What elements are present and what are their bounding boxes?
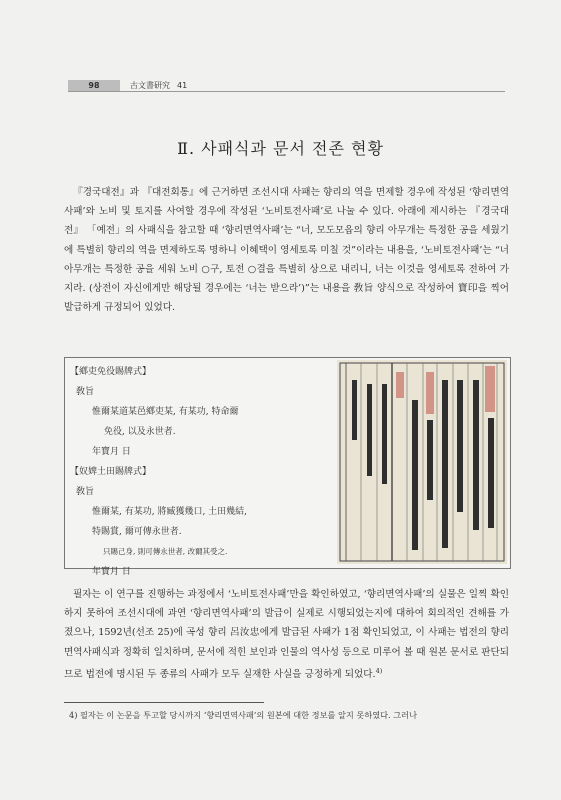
- journal-title: 古文書研究: [130, 81, 170, 90]
- paragraph-1: 『경국대전』과 『대전회통』에 근거하면 조선시대 사패는 향리의 역을 면제할 경우에 작성된 ‘향리면역사패’와 노비 및 토지를 사여할 경우에 작성된 ‘노비토전사패’로 나눌 수 있다. 아래에 제시하는 『경국대전』 「예전」의 사패식을 참고할 때 ‘향리면역사패’는 “너, 모도모읍의 향리 아무개는 특정한 공을 세웠기에 특별히 향리의 역을 면제하도록 명하니 이혜택이 영세토록 미칠 것”이라는 내용을, ‘노비토전사패’는 “너 아무개는 특정한 공을 세워 노비 ○구, 토전 ○결을 특별히 상으로 내리니, 너는 이것을 영세토록 전하여 가지라. (상전이 자신에게만 해당될 경우에는 ‘너는 받으라’)”는 내용을 敎旨 양식으로 작성하여 寶印을 찍어 발급하게 규정되어 있었다.: [64, 187, 509, 314]
- footnote-ref: 4): [375, 666, 383, 675]
- journal-volume: 41: [177, 81, 188, 90]
- paragraph-2: [64, 585, 509, 684]
- figure-line: 【鄕吏免役賜牌式】: [70, 367, 152, 377]
- figure-line: 免役, 以及永世者.: [104, 427, 176, 437]
- figure-line: 惟爾某道某邑鄕吏某, 有某功, 特命爾: [92, 407, 239, 417]
- figure-transcription: [70, 362, 342, 582]
- figure-line: 年寶月 日: [92, 567, 131, 577]
- section-title: Ⅱ. 사패식과 문서 전존 현황: [177, 139, 384, 158]
- figure-line: 只賜己身, 則可傳永世者, 改爾其受之.: [103, 547, 228, 556]
- footnote-rule: [64, 702, 264, 703]
- sapae-form-scan-image: [337, 360, 507, 564]
- footnote-4: 4) 필자는 이 논문을 투고할 당시까지 ‘향리면역사패’의 원본에 대한 정보를 알지 못하였다. 그러나: [69, 710, 417, 720]
- page-number: 98: [68, 80, 120, 91]
- figure-line: 敎旨: [76, 387, 95, 397]
- paragraph-2-text: 필자는 이 연구를 진행하는 과정에서 ‘노비토전사패’만을 확인하였고, ‘향리면역사패’의 실물은 일찍 확인하지 못하여 조선시대에 과연 ‘향리면역사패’의 발급이 실제로 시행되었는지에 대하여 회의적인 견해를 가졌으나, 1592년(선조 25)에 곡성 향리 呂汝忠에게 발급된 사패가 1점 확인되었고, 이 사패는 법전의 향리면역사패식과 정확히 일치하며, 문서에 적힌 보인과 인물의 역사성 등으로 미루어 볼 때 원본 문서로 판단되므로 법전에 명시된 두 종류의 사패가 모두 실재한 사실을 긍정하게 되었다.: [64, 589, 509, 680]
- figure-line: 年寶月 日: [92, 447, 131, 457]
- figure-line: 【奴婢土田賜牌式】: [70, 467, 152, 477]
- figure-line: 惟爾某, 有某功, 將臧獲幾口, 土田幾結,: [92, 507, 248, 517]
- figure-line: 敎旨: [76, 487, 95, 497]
- figure-line: 特賜賞, 爾可傳永世者.: [92, 527, 182, 537]
